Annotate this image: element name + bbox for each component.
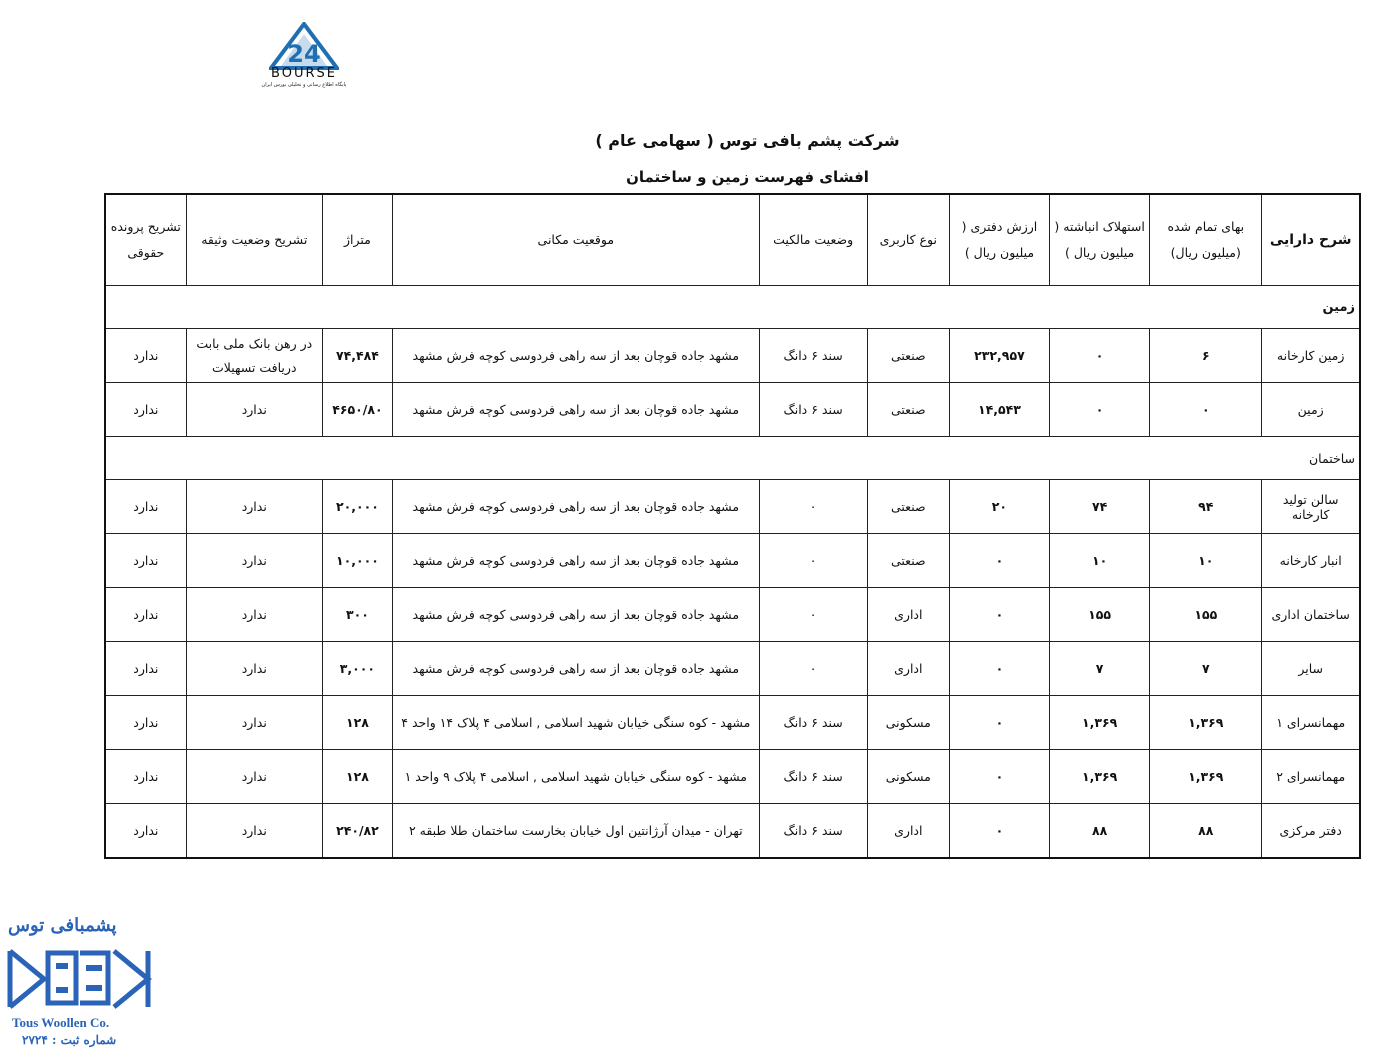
header-collateral: تشریح وضعیت وثیقه xyxy=(186,194,322,286)
document-subtitle: افشای فهرست زمین و ساختمان xyxy=(626,168,869,186)
cell-book-value: ۰ xyxy=(949,750,1049,804)
company-logo-registration: شماره ثبت : ۲۷۲۴ xyxy=(22,1033,117,1047)
cell-legal: ندارد xyxy=(105,534,186,588)
table-row xyxy=(105,480,1360,534)
cell-location: مشهد جاده قوچان بعد از سه راهی فردوسی کوچه فرش مشهد xyxy=(392,480,759,534)
cell-legal: ندارد xyxy=(105,588,186,642)
cell-area: ۱۲۸ xyxy=(322,750,392,804)
table-row xyxy=(105,750,1360,804)
cell-book-value: ۰ xyxy=(949,696,1049,750)
cell-depreciation: ۱۵۵ xyxy=(1050,588,1150,642)
cell-usage: صنعتی xyxy=(867,383,949,437)
table-header-row xyxy=(105,194,1360,286)
cell-location: مشهد - کوه سنگی خیابان شهید اسلامی , اسلامی ۴ پلاک ۹ واحد ۱ xyxy=(392,750,759,804)
cell-book-value: ۰ xyxy=(949,534,1049,588)
cell-cost: ۹۴ xyxy=(1150,480,1262,534)
cell-area: ۷۴,۴۸۴ xyxy=(322,329,392,383)
cell-location: تهران - میدان آرژانتین اول خیابان بخارست ساختمان طلا طبقه ۲ xyxy=(392,804,759,859)
cell-collateral: ندارد xyxy=(186,804,322,859)
assets-table xyxy=(104,193,1361,859)
header-legal: تشریح پرونده حقوقی xyxy=(105,194,186,286)
table-row xyxy=(105,534,1360,588)
cell-collateral: ندارد xyxy=(186,480,322,534)
cell-location: مشهد - کوه سنگی خیابان شهید اسلامی , اسلامی ۴ پلاک ۱۴ واحد ۴ xyxy=(392,696,759,750)
cell-asset: سایر xyxy=(1262,642,1360,696)
cell-asset: مهمانسرای ۱ xyxy=(1262,696,1360,750)
cell-location: مشهد جاده قوچان بعد از سه راهی فردوسی کوچه فرش مشهد xyxy=(392,642,759,696)
cell-cost: ۱,۳۶۹ xyxy=(1150,750,1262,804)
cell-cost: ۱۵۵ xyxy=(1150,588,1262,642)
section-label: ساختمان xyxy=(105,437,1360,480)
cell-usage: صنعتی xyxy=(867,480,949,534)
cell-ownership: سند ۶ دانگ xyxy=(759,696,867,750)
cell-collateral: در رهن بانک ملی بابت دریافت تسهیلات xyxy=(186,329,322,383)
cell-depreciation: ۱,۳۶۹ xyxy=(1050,750,1150,804)
cell-cost: ۰ xyxy=(1150,383,1262,437)
cell-area: ۱۲۸ xyxy=(322,696,392,750)
cell-area: ۳۰۰ xyxy=(322,588,392,642)
company-logo xyxy=(0,905,160,1055)
cell-area: ۲۴۰/۸۲ xyxy=(322,804,392,859)
cell-cost: ۸۸ xyxy=(1150,804,1262,859)
cell-collateral: ندارد xyxy=(186,642,322,696)
table-row xyxy=(105,588,1360,642)
header-area: متراژ xyxy=(322,194,392,286)
table-row xyxy=(105,329,1360,383)
cell-depreciation: ۷۴ xyxy=(1050,480,1150,534)
cell-location: مشهد جاده قوچان بعد از سه راهی فردوسی کوچه فرش مشهد xyxy=(392,383,759,437)
cell-usage: اداری xyxy=(867,588,949,642)
cell-legal: ندارد xyxy=(105,480,186,534)
cell-cost: ۱,۳۶۹ xyxy=(1150,696,1262,750)
cell-asset: سالن تولید کارخانه xyxy=(1262,480,1360,534)
cell-usage: اداری xyxy=(867,642,949,696)
cell-depreciation: ۰ xyxy=(1050,329,1150,383)
cell-location: مشهد جاده قوچان بعد از سه راهی فردوسی کوچه فرش مشهد xyxy=(392,534,759,588)
cell-usage: اداری xyxy=(867,804,949,859)
cell-depreciation: ۷ xyxy=(1050,642,1150,696)
cell-book-value: ۰ xyxy=(949,804,1049,859)
cell-ownership: ۰ xyxy=(759,534,867,588)
cell-legal: ندارد xyxy=(105,329,186,383)
document-title: شرکت پشم بافی توس ( سهامی عام ) xyxy=(595,131,900,150)
section-row-building xyxy=(105,437,1360,480)
table-row xyxy=(105,642,1360,696)
cell-ownership: ۰ xyxy=(759,480,867,534)
cell-ownership: ۰ xyxy=(759,642,867,696)
cell-book-value: ۰ xyxy=(949,588,1049,642)
cell-depreciation: ۸۸ xyxy=(1050,804,1150,859)
cell-collateral: ندارد xyxy=(186,534,322,588)
table-row xyxy=(105,696,1360,750)
cell-usage: صنعتی xyxy=(867,329,949,383)
cell-book-value: ۰ xyxy=(949,642,1049,696)
header-ownership: وضعیت مالکیت xyxy=(759,194,867,286)
cell-usage: صنعتی xyxy=(867,534,949,588)
cell-area: ۱۰,۰۰۰ xyxy=(322,534,392,588)
cell-ownership: ۰ xyxy=(759,588,867,642)
cell-area: ۴۶۵۰/۸۰ xyxy=(322,383,392,437)
cell-legal: ندارد xyxy=(105,804,186,859)
cell-collateral: ندارد xyxy=(186,750,322,804)
header-location: موقعیت مکانی xyxy=(392,194,759,286)
header-usage: نوع کاربری xyxy=(867,194,949,286)
cell-collateral: ندارد xyxy=(186,383,322,437)
cell-asset: دفتر مرکزی xyxy=(1262,804,1360,859)
cell-ownership: سند ۶ دانگ xyxy=(759,329,867,383)
cell-depreciation: ۰ xyxy=(1050,383,1150,437)
section-label: زمین xyxy=(105,286,1360,329)
cell-location: مشهد جاده قوچان بعد از سه راهی فردوسی کوچه فرش مشهد xyxy=(392,588,759,642)
cell-legal: ندارد xyxy=(105,642,186,696)
cell-asset: انبار کارخانه xyxy=(1262,534,1360,588)
cell-cost: ۷ xyxy=(1150,642,1262,696)
table-row xyxy=(105,804,1360,859)
cell-book-value: ۲۰ xyxy=(949,480,1049,534)
header-book-value: ارزش دفتری ( میلیون ریال ) xyxy=(949,194,1049,286)
cell-area: ۳,۰۰۰ xyxy=(322,642,392,696)
cell-collateral: ندارد xyxy=(186,696,322,750)
company-logo-mark-icon xyxy=(4,945,154,1013)
header-cost: بهای تمام شده (میلیون ریال) xyxy=(1150,194,1262,286)
cell-legal: ندارد xyxy=(105,750,186,804)
svg-text:24: 24 xyxy=(287,40,321,68)
cell-asset: ساختمان اداری xyxy=(1262,588,1360,642)
cell-ownership: سند ۶ دانگ xyxy=(759,383,867,437)
cell-cost: ۱۰ xyxy=(1150,534,1262,588)
cell-depreciation: ۱,۳۶۹ xyxy=(1050,696,1150,750)
cell-book-value: ۲۳۲,۹۵۷ xyxy=(949,329,1049,383)
cell-depreciation: ۱۰ xyxy=(1050,534,1150,588)
section-row-land xyxy=(105,286,1360,329)
header-depreciation: استهلاک انباشته ( میلیون ریال ) xyxy=(1050,194,1150,286)
bourse-logo-subtitle: پایگاه اطلاع رسانی و تحلیلی بورس ایران xyxy=(261,82,347,88)
cell-usage: مسکونی xyxy=(867,696,949,750)
cell-asset: زمین کارخانه xyxy=(1262,329,1360,383)
company-logo-name-en: Tous Woollen Co. xyxy=(12,1015,110,1030)
cell-area: ۲۰,۰۰۰ xyxy=(322,480,392,534)
cell-usage: مسکونی xyxy=(867,750,949,804)
cell-cost: ۶ xyxy=(1150,329,1262,383)
bourse-logo-word: BOURSE xyxy=(271,66,337,81)
cell-asset: زمین xyxy=(1262,383,1360,437)
cell-location: مشهد جاده قوچان بعد از سه راهی فردوسی کوچه فرش مشهد xyxy=(392,329,759,383)
bourse-logo-icon xyxy=(269,22,339,70)
company-logo-name-fa: پشمبافی توس xyxy=(8,915,117,936)
cell-ownership: سند ۶ دانگ xyxy=(759,750,867,804)
header-asset: شرح دارایی xyxy=(1262,194,1360,286)
cell-legal: ندارد xyxy=(105,696,186,750)
bourse-logo xyxy=(258,22,350,88)
cell-legal: ندارد xyxy=(105,383,186,437)
cell-ownership: سند ۶ دانگ xyxy=(759,804,867,859)
cell-collateral: ندارد xyxy=(186,588,322,642)
cell-asset: مهمانسرای ۲ xyxy=(1262,750,1360,804)
table-row xyxy=(105,383,1360,437)
cell-book-value: ۱۴,۵۴۳ xyxy=(949,383,1049,437)
